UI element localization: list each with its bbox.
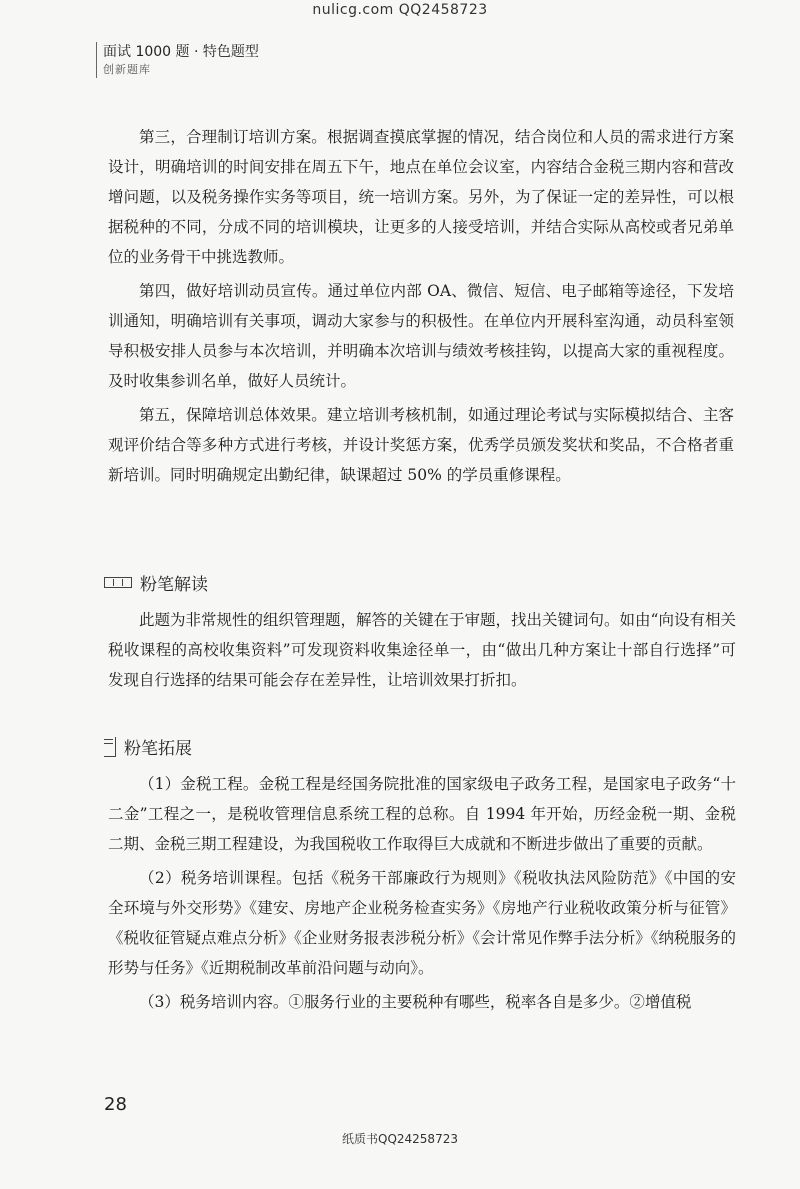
paragraph-fifth-step: 第五，保障培训总体效果。建立培训考核机制，如通过理论考试与实际模拟结合、主客观评价结合等多种方式进行考核，并设计奖惩方案，优秀学员颁发奖状和奖品，不合格者重新培训。同时明确规定出勤纪律，缺课超过 50% 的学员重修课程。 [108, 406, 734, 484]
book-title: 面试 1000 题 · 特色题型 [103, 44, 259, 60]
paragraph-third-step: 第三，合理制订培训方案。根据调查摸底掌握的情况，结合岗位和人员的需求进行方案设计，明确培训的时间安排在周五下午，地点在单位会议室，内容结合金税三期内容和营改增问题，以及税务操作实务等项目，统一培训方案。另外，为了保证一定的差异性，可以根据税种的不同，分成不同的培训模块，让更多的人接受培训，并结合实际从高校或者兄弟单位的业务骨干中挑选教师。 [108, 128, 734, 266]
section-expansion-title: 粉笔拓展 [124, 739, 192, 759]
watermark-bottom: 纸质书QQ24258723 [342, 1132, 458, 1146]
interpretation-paragraph: 此题为非常规性的组织管理题，解答的关键在于审题，找出关键词句。如由“向设有相关税收课程的高校收集资料”可发现资料收集途径单一，由“做出几种方案让十部自行选择”可发现自行选择的结果可能会存在差异性，让培训效果打折扣。 [108, 611, 736, 689]
expansion-paragraph-1: （1）金税工程。金税工程是经国务院批准的国家级电子政务工程，是国家电子政务“十二金”工程之一，是税收管理信息系统工程的总称。自 1994 年开始，历经金税一期、金税二期、金税三期工程建设，为我国税收工作取得巨大成就和不断进步做出了重要的贡献。 [108, 775, 736, 853]
section-expansion [104, 734, 736, 1021]
book-icon [104, 577, 132, 588]
section-interpretation [104, 570, 736, 699]
page-number: 28 [104, 1094, 127, 1115]
expansion-paragraph-2: （2）税务培训课程。包括《税务干部廉政行为规则》《税收执法风险防范》《中国的安全环境与外交形势》《建安、房地产企业税务检查实务》《房地产行业税收政策分析与征管》《税收征管疑点难点分析》《企业财务报表涉税分析》《会计常见作弊手法分析》《纳税服务的形势与任务》《近期税制改革前沿问题与动向》。 [108, 869, 736, 977]
section-interpretation-title: 粉笔解读 [140, 575, 208, 595]
book-subtitle: 创新题库 [103, 63, 151, 76]
expansion-paragraph-3: （3）税务培训内容。①服务行业的主要税种有哪些，税率各自是多少。②增值税 [139, 993, 692, 1011]
paragraph-fourth-step: 第四，做好培训动员宣传。通过单位内部 OA、微信、短信、电子邮箱等途径，下发培训通知，明确培训有关事项，调动大家参与的积极性。在单位内开展科室沟通，动员科室领导积极安排人员参与本次培训，并明确本次培训与绩效考核挂钩，以提高大家的重视程度。及时收集参训名单，做好人员统计。 [108, 282, 734, 390]
watermark-top: nulicg.com QQ2458723 [312, 2, 488, 18]
expand-icon [104, 737, 116, 757]
running-header [96, 42, 259, 78]
section-expansion-heading [104, 734, 736, 759]
body-text [108, 122, 734, 494]
section-interpretation-heading [104, 570, 736, 595]
